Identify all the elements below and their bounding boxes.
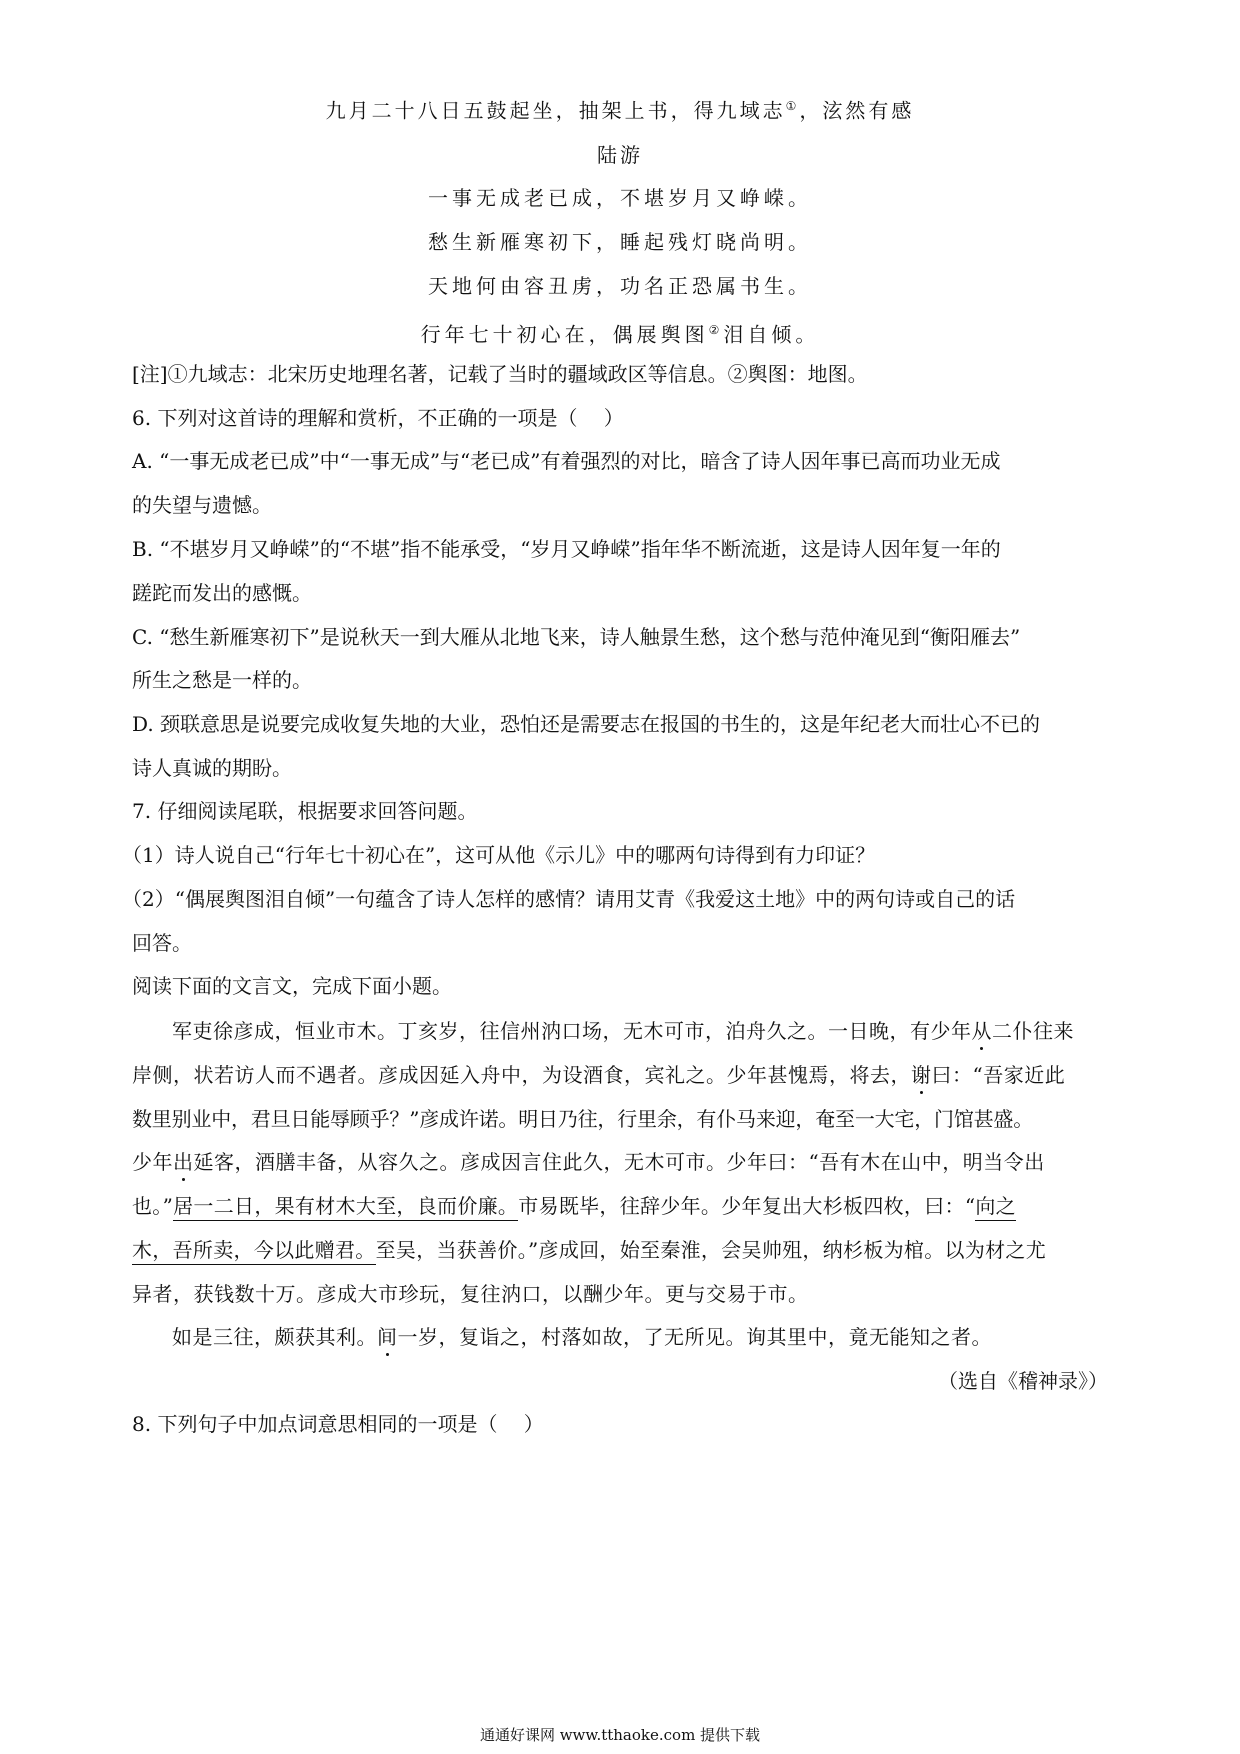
passage-text: 市易既毕，往辞少年。少年复出大杉板四枚，曰：“: [518, 1194, 976, 1218]
dotted-word: 从: [971, 1019, 992, 1043]
question-6-option-b-cont: 蹉跎而发出的感慨。: [132, 581, 312, 605]
underlined-sentence: 木，吾所卖，今以此赠君。: [132, 1238, 376, 1265]
passage-line-1: [172, 1017, 1074, 1045]
poem-line-4-text: 行年七十初心在，偶展舆图: [420, 322, 709, 347]
poem-title: [0, 92, 1240, 125]
question-7-part-2-cont: 回答。: [132, 931, 192, 955]
underlined-sentence: 向之: [975, 1194, 1016, 1221]
dotted-word: 间: [377, 1325, 398, 1349]
passage-line-6: [132, 1236, 1046, 1264]
passage-text: 曰：“吾家近此: [931, 1063, 1066, 1087]
poem-title-tail: ，泫然有感: [799, 98, 915, 123]
passage-text: 军吏徐彦成，恒业市木。丁亥岁，往信州汭口场，无木可市，泊舟久之。一日晚，有少年: [172, 1019, 972, 1043]
passage-text: 少年: [132, 1150, 173, 1174]
question-7-stem: 7. 仔细阅读尾联，根据要求回答问题。: [132, 799, 478, 823]
passage-line-8: [172, 1323, 992, 1351]
passage-line-5: [132, 1192, 1016, 1220]
passage-text: 岸侧，状若访人而不遇者。彦成因延入舟中，为设酒食，宾礼之。少年甚愧焉，将去，: [132, 1063, 911, 1087]
poem-line-1: 一事无成老已成，不堪岁月又峥嵘。: [428, 186, 812, 210]
passage-line-7: 异者，获钱数十万。彦成大市珍玩，复往汭口，以酬少年。更与交易于市。: [132, 1282, 809, 1306]
poem-line-4-tail: 泪自倾。: [723, 322, 820, 347]
reading-instruction: 阅读下面的文言文，完成下面小题。: [132, 974, 452, 998]
passage-line-3: 数里别业中，君旦日能辱顾乎？”彦成许诺。明日乃往，行里余，有仆马来迎，奄至一大宅，门馆甚盛。: [132, 1107, 1034, 1131]
passage-line-2: [132, 1061, 1065, 1089]
passage-text: 至吴，当获善价。”彦成回，始至秦淮，会吴帅殂，纳杉板为棺。以为材之尤: [375, 1238, 1047, 1262]
footnote-marker-1: ①: [785, 99, 800, 113]
question-6-option-d-cont: 诗人真诚的期盼。: [132, 756, 292, 780]
passage-text: 如是三往，颇获其利。: [172, 1325, 377, 1349]
page-footer: 通通好课网 www.tthaoke.com 提供下载: [479, 1726, 761, 1744]
question-7-part-2: （2）“偶展舆图泪自倾”一句蕴含了诗人怎样的感情？请用艾青《我爱这土地》中的两句诗或自己的话: [122, 887, 1016, 911]
dotted-word: 出: [173, 1150, 194, 1174]
passage-text: 延客，酒膳丰备，从容久之。彦成因言住此久，无木可市。少年曰：“吾有木在山中，明当令出: [193, 1150, 1045, 1174]
question-7-part-1: （1）诗人说自己“行年七十初心在”，这可从他《示儿》中的哪两句诗得到有力印证？: [122, 843, 876, 867]
passage-text: 也。”: [132, 1194, 174, 1218]
underlined-sentence: 居一二日，果有材木大至，良而价廉。: [173, 1194, 518, 1221]
question-6-option-a: A. “一事无成老已成”中“一事无成”与“老已成”有着强烈的对比，暗含了诗人因年事已高而功业无成: [132, 449, 1001, 473]
poem-note: [注]①九域志：北宋历史地理名著，记载了当时的疆域政区等信息。②舆图：地图。: [132, 362, 868, 386]
question-6-option-a-cont: 的失望与遗憾。: [132, 493, 272, 517]
passage-source: （选自《稽神录》）: [938, 1369, 1108, 1393]
poem-title-text: 九月二十八日五鼓起坐，抽架上书，得九域志: [325, 98, 786, 123]
question-6-option-c: C. “愁生新雁寒初下”是说秋天一到大雁从北地飞来，诗人触景生愁，这个愁与范仲淹见到“衡阳雁去”: [132, 625, 1021, 649]
footnote-marker-2: ②: [708, 323, 724, 337]
passage-text: 一岁，复诣之，村落如故，了无所见。询其里中，竟无能知之者。: [397, 1325, 992, 1349]
poem-line-3: 天地何由容丑虏，功名正恐属书生。: [428, 274, 812, 298]
poem-line-2: 愁生新雁寒初下，睡起残灯晓尚明。: [428, 230, 812, 254]
passage-line-4: [132, 1148, 1045, 1176]
question-6-option-d: D. 颈联意思是说要完成收复失地的大业，恐怕还是需要志在报国的书生的，这是年纪老大而壮心不已的: [132, 712, 1041, 736]
question-8-stem: 8. 下列句子中加点词意思相同的一项是（ ）: [132, 1412, 544, 1436]
question-6-option-c-cont: 所生之愁是一样的。: [132, 668, 312, 692]
question-6-stem: 6. 下列对这首诗的理解和赏析，不正确的一项是（ ）: [132, 406, 624, 430]
dotted-word: 谢: [911, 1063, 932, 1087]
poem-line-4: [0, 316, 1240, 349]
poem-author: 陆游: [597, 143, 643, 167]
passage-text: 二仆往来: [992, 1019, 1074, 1043]
question-6-option-b: B. “不堪岁月又峥嵘”的“不堪”指不能承受，“岁月又峥嵘”指年华不断流逝，这是诗人因年复一年的: [132, 537, 1001, 561]
